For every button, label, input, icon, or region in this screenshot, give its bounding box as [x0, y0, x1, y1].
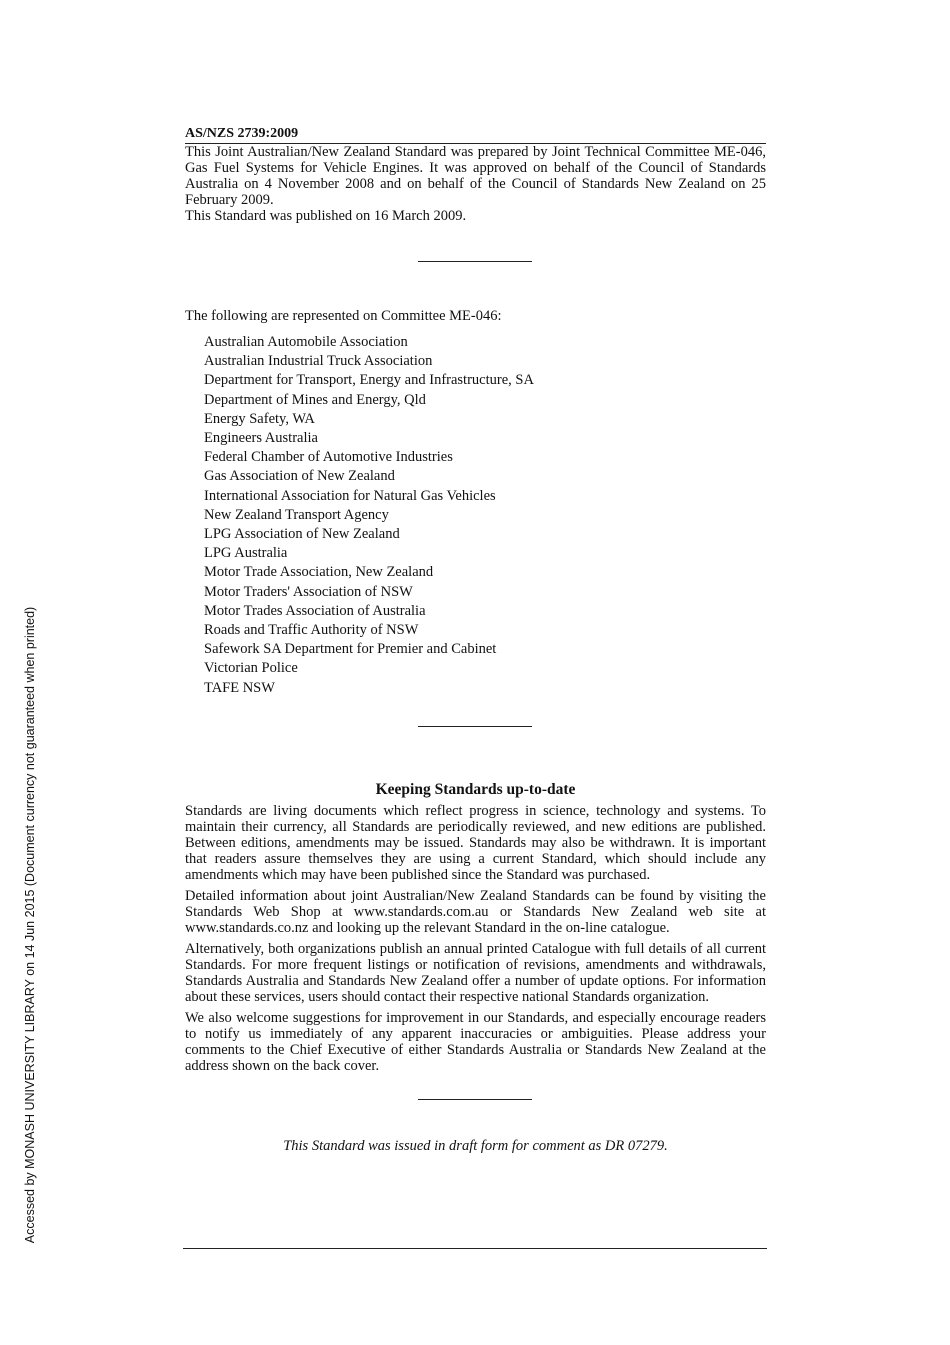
draft-note: This Standard was issued in draft form for comment as DR 07279. — [283, 1137, 668, 1154]
committee-member: Motor Traders' Association of NSW — [204, 583, 413, 600]
standard-identifier: AS/NZS 2739:2009 — [185, 126, 766, 144]
keeping-standards-body — [185, 803, 766, 1074]
keeping-standards-heading: Keeping Standards up-to-date — [375, 780, 576, 798]
committee-member: Australian Industrial Truck Association — [204, 353, 433, 370]
committee-member: Motor Trades Association of Australia — [204, 602, 426, 619]
committee-member: Engineers Australia — [204, 430, 318, 447]
committee-member: TAFE NSW — [204, 679, 275, 696]
committee-member: Department for Transport, Energy and Infrastructure, SA — [204, 372, 534, 389]
keeping-standards-paragraph: Standards are living documents which reflect progress in science, technology and systems. To maintain their currency, all Standards are periodically reviewed, and new editions are published. Between editions, amendments may be issued. Standards may also be withdrawn. It is important that readers assure themselves they are using a current Standard, which should include any amendments which may have been published since the Standard was purchased. — [185, 802, 766, 883]
committee-member: Gas Association of New Zealand — [204, 468, 395, 485]
committee-member: LPG Australia — [204, 545, 288, 562]
section-divider — [418, 261, 532, 262]
keeping-standards-paragraph: We also welcome suggestions for improvement in our Standards, and especially encourage readers to notify us immediately of any apparent inaccuracies or ambiguities. Please address your comments to the Chief Executive of either Standards Australia or Standards New Zealand at the address shown on the back cover. — [185, 1009, 766, 1074]
committee-intro: The following are represented on Committee ME-046: — [185, 308, 502, 324]
committee-member: New Zealand Transport Agency — [204, 506, 389, 523]
section-divider — [418, 726, 532, 727]
committee-member: Australian Automobile Association — [204, 334, 408, 350]
committee-member-list — [185, 333, 766, 698]
committee-member: Energy Safety, WA — [204, 410, 315, 427]
publication-date: This Standard was published on 16 March 2009. — [185, 208, 467, 224]
committee-member: Safework SA Department for Premier and Cabinet — [204, 641, 497, 658]
keeping-standards-paragraph: Alternatively, both organizations publish an annual printed Catalogue with full details of all current Standards. For more frequent listings or notification of revisions, amendments and withdrawals, Standards Australia and Standards New Zealand offer a number of update options. For information about these services, users should contact their respective national Standards organization. — [185, 940, 766, 1005]
access-watermark: Accessed by MONASH UNIVERSITY LIBRARY on 14 Jun 2015 (Document currency not guaranteed when printed) — [23, 606, 37, 1244]
committee-member: Victorian Police — [204, 660, 298, 677]
committee-member: LPG Association of New Zealand — [204, 526, 400, 543]
committee-member: Department of Mines and Energy, Qld — [204, 391, 426, 408]
committee-member: Roads and Traffic Authority of NSW — [204, 622, 419, 639]
bottom-rule — [183, 1248, 767, 1249]
committee-member: Motor Trade Association, New Zealand — [204, 564, 434, 581]
imprint-page — [185, 126, 766, 1155]
keeping-standards-paragraph: Detailed information about joint Australian/New Zealand Standards can be found by visiting the Standards Web Shop at www.standards.com.au or Standards New Zealand web site at www.standards.co.nz and looking up the relevant Standard in the on-line catalogue. — [185, 887, 766, 936]
committee-member: Federal Chamber of Automotive Industries — [204, 449, 453, 466]
preparation-paragraph: This Joint Australian/New Zealand Standard was prepared by Joint Technical Committee ME-046, Gas Fuel Systems for Vehicle Engines. It was approved on behalf of the Council of Standards Australia on 4 November 2008 and on behalf of the Council of Standards New Zealand on 25 February 2009. — [185, 144, 766, 208]
section-divider — [418, 1099, 532, 1100]
committee-member: International Association for Natural Gas Vehicles — [204, 487, 496, 504]
